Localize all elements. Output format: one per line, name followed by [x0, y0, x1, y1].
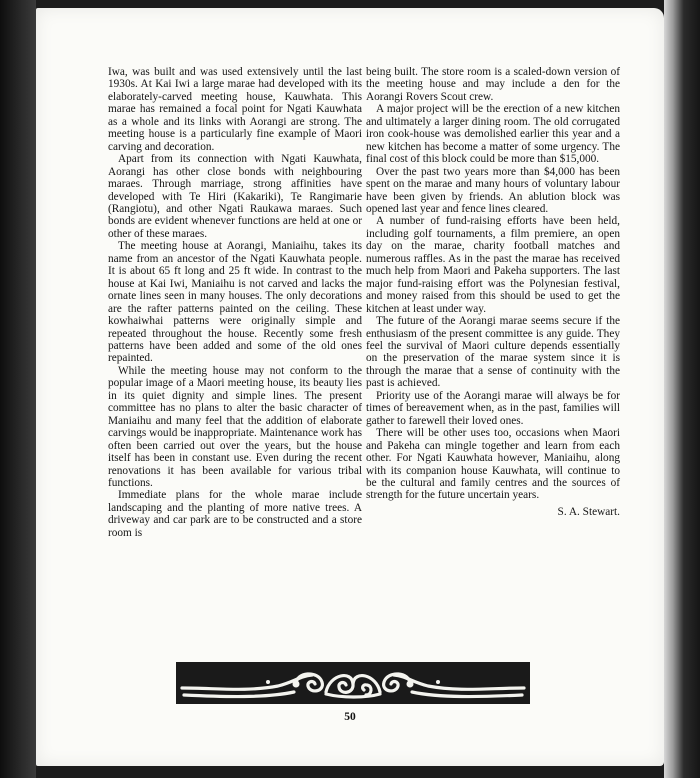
paragraph: A major project will be the erection of a new kitchen and ultimately a larger dining room. The old corrugated iron cook-house was demolished earlier this year and a new kitchen has become a matter of some urgency. The final cost of this block could be more than $15,000. — [366, 103, 620, 166]
paragraph: Iwa, was built and was used extensively until the last 1930s. At Kai Iwi a large marae had developed with its elaborately-carved meeting house, Kauwhata. This marae has remained a focal point for Ngati Kauwhata as a whole and its links with Aorangi are strong. The meeting house is a particularly fine example of Maori carving and decoration. — [108, 66, 362, 153]
right-column — [366, 66, 620, 518]
paragraph: Apart from its connection with Ngati Kauwhata, Aorangi has other close bonds with neighbouring maraes. Through marriage, strong affinities have developed with Te Hiri (Kakariki), Te Rangimarie (Rangiotu), and other Ngati Raukawa maraes. Such bonds are evident whenever functions are held at one or other of these maraes. — [108, 153, 362, 240]
paragraph: While the meeting house may not conform to the popular image of a Maori meeting house, its beauty lies in its quiet dignity and simple lines. The present committee has no plans to alter the basic character of Maniaihu and many feel that the addition of elaborate carvings would be inappropriate. Maintenance work has often been carried out over the years, but the house itself has been in constant use. Even during the recent renovations it has been available for various tribal functions. — [108, 364, 362, 489]
scan-border-left — [0, 0, 36, 778]
paragraph: Immediate plans for the whole marae include landscaping and the planting of more native trees. A driveway and car park are to be constructed and a store room is — [108, 489, 362, 539]
scan-border-right — [664, 0, 700, 778]
paragraph: being built. The store room is a scaled-down version of the meeting house and may include a den for the Aorangi Rovers Scout crew. — [366, 66, 620, 103]
paragraph: A number of fund-raising efforts have been held, including golf tournaments, a film premiere, an open day on the marae, charity football matches and numerous raffles. As in the past the marae has received much help from Maori and Pakeha supporters. The last major fund-raising effort was the Polynesian festival, and money raised from this should be used to get the kitchen at least under way. — [366, 215, 620, 315]
paragraph: The future of the Aorangi marae seems secure if the enthusiasm of the present committee is any guide. They feel the survival of Maori culture depends essentially on the preservation of the marae system since it is through the marae that a sense of continuity with the past is achieved. — [366, 315, 620, 390]
document-page — [36, 8, 664, 766]
paragraph: Priority use of the Aorangi marae will always be for times of bereavement when, as in the past, families will gather to farewell their loved ones. — [366, 389, 620, 427]
paragraph: The meeting house at Aorangi, Maniaihu, takes its name from an ancestor of the Ngati Kauwhata people. It is about 65 ft long and 25 ft wide. In contrast to the house at Kai Iwi, Maniaihu is not carved and lacks the ornate lines seen in many houses. The only decorations are the rafter patterns painted on the ceiling. These kowhaiwhai patterns were originally simple and repeated throughout the house. Recently some fresh patterns have been added and some of the old ones repainted. — [108, 240, 362, 365]
left-column — [108, 66, 362, 539]
kowhaiwhai-scroll-icon — [176, 662, 530, 704]
page-number: 50 — [344, 711, 356, 723]
paragraph: Over the past two years more than $4,000 has been spent on the marae and many hours of voluntary labour have been given by friends. An ablution block was opened last year and fence lines cleared. — [366, 165, 620, 215]
paragraph: There will be other uses too, occasions when Maori and Pakeha can mingle together and learn from each other. For Ngati Kauwhata however, Maniaihu, along with its companion house Kauwhata, will continue to be the cultural and family centres and the sources of strength for the future uncertain years. — [366, 427, 620, 502]
author-signature: S. A. Stewart. — [557, 505, 620, 518]
